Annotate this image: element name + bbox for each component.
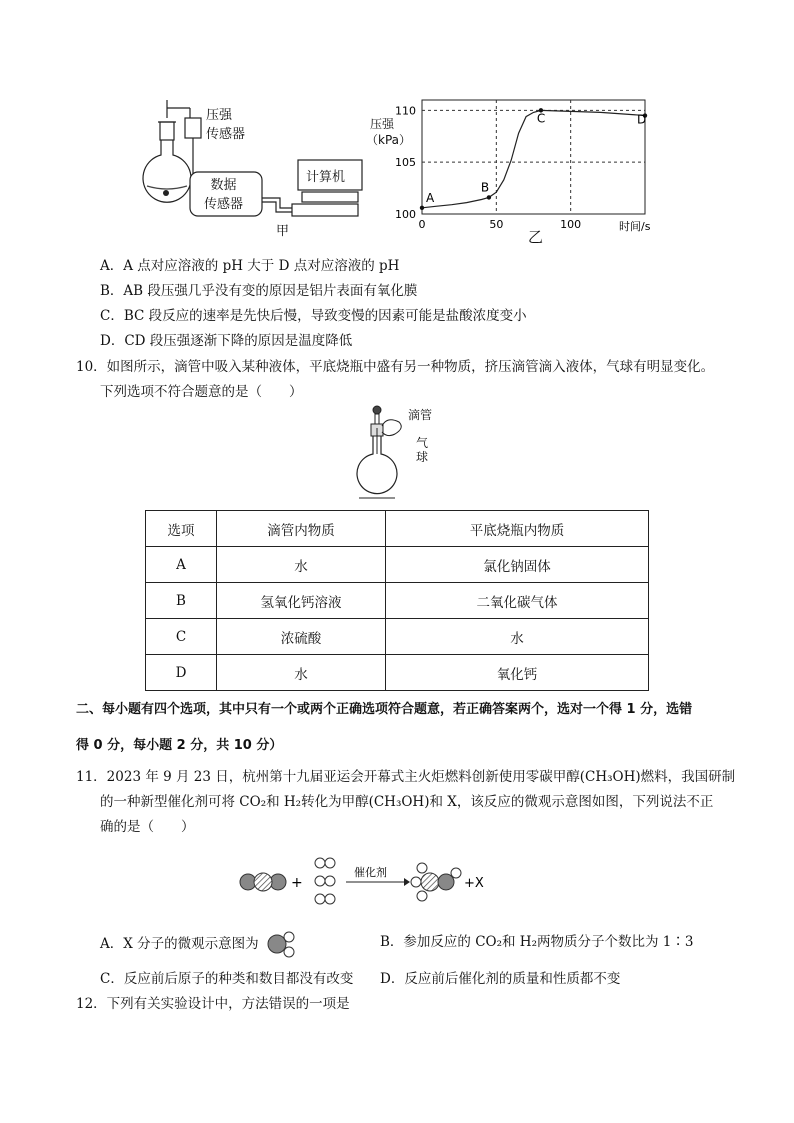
figure-jia-caption: 甲 <box>276 224 290 239</box>
table-row <box>146 655 649 691</box>
q10-stem-line2: 下列选项不符合题意的是（ ） <box>100 384 303 400</box>
flask-icon <box>143 100 191 202</box>
q10-stem-line1: 10．如图所示，滴管中吸入某种液体，平底烧瓶中盛有另一种物质，挤压滴管滴入液体，气球有明显变化。 <box>76 359 715 375</box>
y-tick-label: 110 <box>395 104 416 118</box>
chart-frame <box>422 100 645 214</box>
x-axis-label: 时间/s <box>619 220 651 233</box>
balloon-label: 气 球 <box>416 436 429 464</box>
point-label-a: A <box>426 190 435 205</box>
table-header-cell: 平底烧瓶内物质 <box>386 511 649 547</box>
table-header-row <box>146 511 649 547</box>
reaction-diagram <box>236 854 496 906</box>
section2-heading-line1: 二、每小题有四个选项，其中只有一个或两个正确选项符合题意，若正确答案两个，选对一个得 1 分，选错 <box>76 702 693 717</box>
table-header-cell: 滴管内物质 <box>217 511 386 547</box>
q9-option-b: B．AB 段压强几乎没有变的原因是铝片表面有氧化膜 <box>100 283 418 299</box>
pressure-sensor-icon <box>185 118 201 138</box>
q9-option-d: D．CD 段压强逐渐下降的原因是温度降低 <box>100 333 353 349</box>
pressure-chart <box>390 96 680 246</box>
product-x-label: +X <box>464 876 484 891</box>
q11-option-a <box>100 930 299 960</box>
q12-stem: 12．下列有关实验设计中，方法错误的一项是 <box>76 996 350 1012</box>
methanol-molecule-icon <box>411 863 461 901</box>
data-sensor-label: 数据 传感器 <box>204 178 244 212</box>
q11-stem-line3: 确的是（ ） <box>100 819 195 835</box>
computer-label: 计算机 <box>306 170 346 185</box>
co2-molecule-icon <box>240 873 286 891</box>
table-row <box>146 619 649 655</box>
table-cell: 氧化钙 <box>386 655 649 691</box>
table-cell: B <box>146 583 217 619</box>
table-row <box>146 547 649 583</box>
dropper-label: 滴管 <box>408 408 433 422</box>
aluminum-piece-icon <box>163 190 169 196</box>
figure-yi-caption: 乙 <box>528 228 544 246</box>
table-cell: 二氧化碳气体 <box>386 583 649 619</box>
h2-molecules-icon <box>315 858 335 904</box>
table-cell: A <box>146 547 217 583</box>
y-tick-label: 100 <box>395 208 416 221</box>
table-cell: D <box>146 655 217 691</box>
section2-heading-line2: 得 0 分，每小题 2 分，共 10 分） <box>76 738 283 753</box>
pressure-series-line <box>422 110 645 207</box>
catalyst-label: 催化剂 <box>354 866 387 879</box>
table-cell: 浓硫酸 <box>217 619 386 655</box>
point-label-b: B <box>480 180 490 195</box>
table-cell: 氯化钠固体 <box>386 547 649 583</box>
plus-sign: + <box>291 875 303 891</box>
q11-option-c: C．反应前后原子的种类和数目都没有改变 <box>100 971 354 987</box>
q11-option-d: D．反应前后催化剂的质量和性质都不变 <box>380 971 621 987</box>
x-tick-label: 100 <box>560 218 582 231</box>
dropper-flask-figure <box>355 402 415 502</box>
q11-option-b: B．参加反应的 CO₂和 H₂两物质分子个数比为 1∶3 <box>380 934 694 950</box>
pressure-sensor-label: 压强 传感器 <box>206 108 246 142</box>
y-tick-label: 105 <box>395 156 416 170</box>
q11-option-a-text: A．X 分子的微观示意图为 <box>100 936 259 952</box>
data-point-a <box>420 206 424 210</box>
q10-options-table <box>145 510 649 691</box>
x-tick-label: 50 <box>489 218 504 231</box>
water-molecule-icon <box>263 930 299 960</box>
table-cell: 氢氧化钙溶液 <box>217 583 386 619</box>
x-tick-label: 0 <box>418 218 426 231</box>
point-label-c: C <box>536 111 546 126</box>
table-cell: 水 <box>217 655 386 691</box>
q9-option-a: A．A 点对应溶液的 pH 大于 D 点对应溶液的 pH <box>100 258 400 274</box>
q11-stem-line2: 的一种新型催化剂可将 CO₂和 H₂转化为甲醇(CH₃OH)和 X，该反应的微观示意图如图，下列说法不正 <box>100 794 714 810</box>
table-row <box>146 583 649 619</box>
table-header-cell: 选项 <box>146 511 217 547</box>
table-cell: 水 <box>217 547 386 583</box>
table-cell: 水 <box>386 619 649 655</box>
point-label-d: D <box>637 112 647 127</box>
chart-ylabel: 压强 （kPa） <box>366 117 412 147</box>
table-cell: C <box>146 619 217 655</box>
q11-stem-line1: 11．2023 年 9 月 23 日，杭州第十九届亚运会开幕式主火炬燃料创新使用零碳甲醇(CH₃OH)燃料，我国研制 <box>76 769 736 785</box>
data-point-b <box>487 195 491 199</box>
q9-option-c: C．BC 段反应的速率是先快后慢，导致变慢的因素可能是盐酸浓度变小 <box>100 308 527 324</box>
